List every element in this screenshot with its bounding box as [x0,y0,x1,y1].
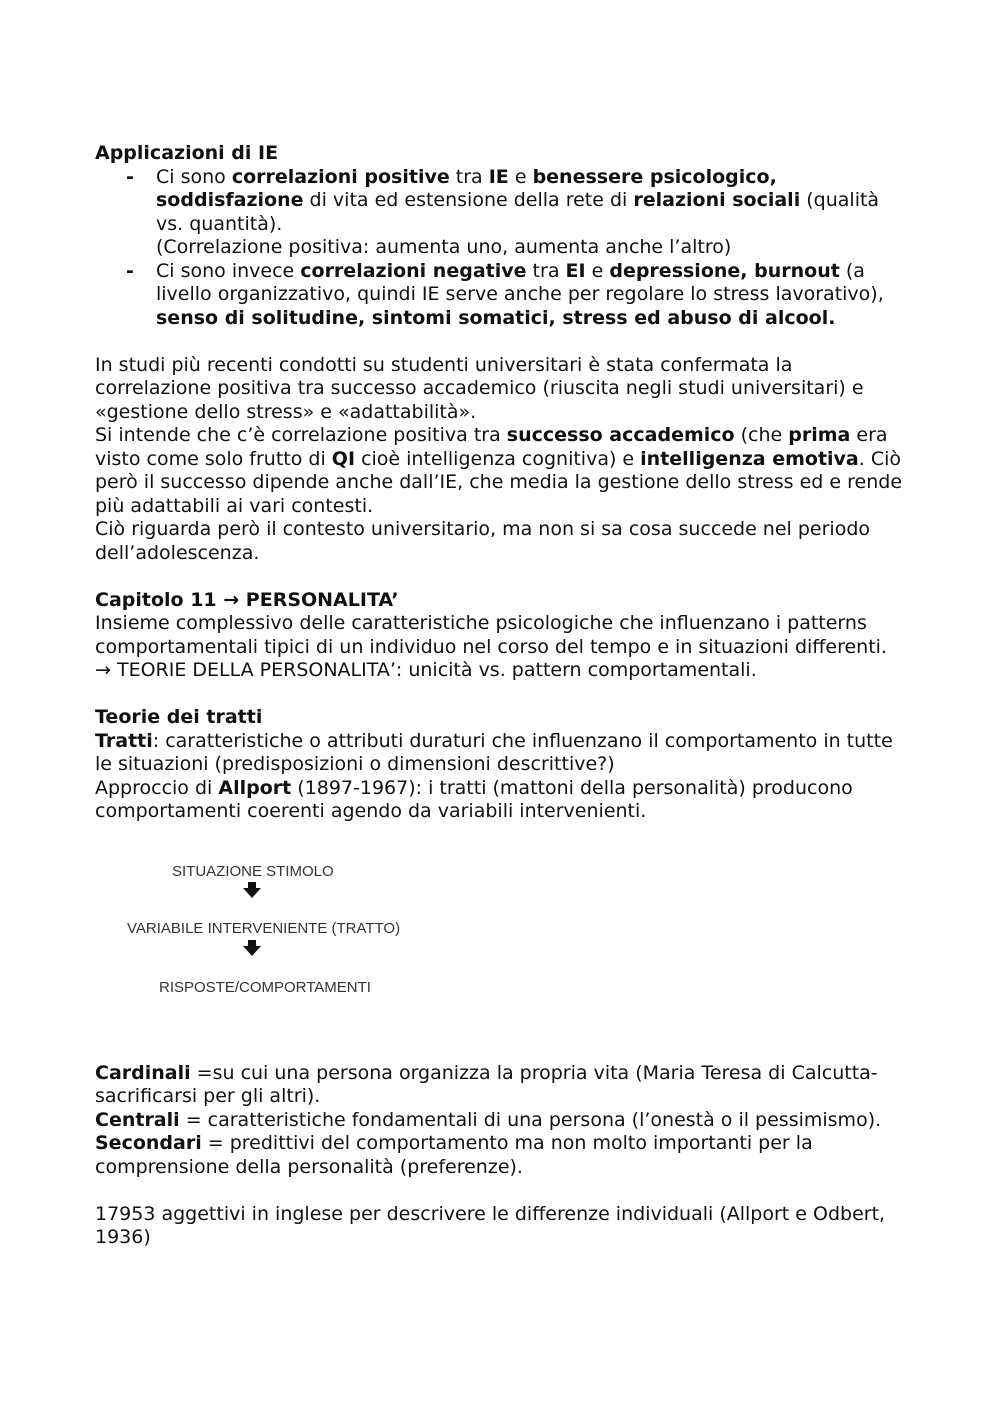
text-run: Ci sono invece [156,259,301,282]
heading-teorie-tratti: Teorie dei tratti [95,706,263,728]
text-run: (che [734,424,789,446]
text-run: e [508,165,533,188]
bold-run: benessere psicologico, soddisfazione [156,165,777,211]
bold-run: intelligenza emotiva [640,447,859,470]
paragraph-university-context: Ciò riguarda però il contesto universitario, ma non si sa cosa succede nel periodo dell’adolescenza. [95,518,871,564]
text-run: tra [449,165,489,188]
bullet-text [156,166,910,237]
bullet-dash: - [126,165,134,188]
arrow-right-icon: → [95,659,111,681]
heading-text: Capitolo 11 [95,588,224,611]
text-run: e [585,259,610,282]
paragraph-gap [95,565,910,589]
text-run: Ci sono [156,165,232,188]
paragraph-academic-success [95,424,910,518]
text-run: =su cui una persona organizza la propria vita (Maria Teresa di Calcutta-sacrificarsi per gli altri). [95,1061,878,1107]
text-run: TEORIE DELLA PERSONALITA’: unicità vs. pattern comportamentali. [110,659,757,681]
paragraph-gap [95,683,910,707]
bold-run: Tratti [95,729,153,752]
bold-run: Centrali [95,1108,180,1131]
heading-text: PERSONALITA’ [239,588,399,611]
bold-run: relazioni sociali [633,189,801,211]
text-run: = caratteristiche fondamentali di una persona (l’onestà o il pessimismo). [179,1108,882,1131]
paragraph-secondari [95,1132,910,1179]
paragraph-tratti [95,730,910,777]
text-run: di vita ed estensione della rete di [303,189,634,211]
text-run: : caratteristiche o attributi duraturi che influenzano il comportamento in tutte le situazioni (predisposizioni o dimensioni descrittive?) [95,729,893,775]
text-run: tra [526,259,566,282]
bold-run: IE [488,165,509,188]
text-run: . Ciò però il successo dipende anche dall’IE, che media la gestione dello stress ed e rende più adattabili ai vari contesti. [95,447,903,517]
bold-run: correlazioni negative [300,259,527,282]
paragraph-allport [95,777,910,824]
paragraph-personality-definition: Insieme complessivo delle caratteristiche psicologiche che influenzano i patterns comportamentali tipici di un individuo nel corso del tempo e in situazioni differenti. [95,612,887,658]
bold-run: Cardinali [95,1061,191,1084]
text-run: Si intende che c’è correlazione positiva tra [95,424,507,446]
trait-flow-diagram [95,860,910,1040]
bold-run: successo accademico [506,424,735,446]
page-content [95,142,910,1250]
heading-capitolo-11 [95,589,910,613]
bullet-item-positive-correlations [95,166,910,260]
bold-run: correlazioni positive [231,165,450,188]
bullet-note: (Correlazione positiva: aumenta uno, aumenta anche l’altro) [156,236,732,258]
paragraph-centrali [95,1109,910,1133]
text-run: = predittivi del comportamento ma non molto importanti per la comprensione della personalità (preferenze). [95,1132,813,1178]
bullet-item-negative-correlations [95,260,910,331]
text-run: (a livello organizzativo, quindi IE serve anche per regolare lo stress lavorativo), [156,259,884,305]
paragraph-personality-theories [95,659,910,683]
heading-applicazioni-ie: Applicazioni di IE [95,142,279,164]
bullet-dash: - [126,259,134,282]
bold-run: Secondari [95,1132,202,1154]
text-run: cioè intelligenza cognitiva) e [355,447,641,470]
diagram-step-trait: VARIABILE INTERVENIENTE (TRATTO) [127,919,401,937]
bold-run: EI [565,259,586,282]
bold-run: Allport [218,776,292,799]
diagram-step-stimulus: SITUAZIONE STIMOLO [172,862,334,880]
paragraph-recent-studies: In studi più recenti condotti su studenti universitari è stata confermata la correlazione positiva tra successo accademico (riuscita negli studi universitari) e «gestione dello stress» e «adattabilità». [95,353,864,423]
bold-run: prima [788,424,851,446]
diagram-step-responses: RISPOSTE/COMPORTAMENTI [159,978,371,996]
arrow-right-icon: → [223,588,240,611]
text-run: Approccio di [95,776,219,799]
bold-run: QI [331,447,356,470]
bold-run: depressione, burnout [609,259,840,282]
paragraph-gap [95,1179,910,1203]
text-run: (1897-1967): i tratti (mattoni della personalità) producono comportamenti coerenti agendo da variabili intervenienti. [95,776,853,822]
bold-run: senso di solitudine, sintomi somatici, stress ed abuso di alcool. [156,306,836,329]
text-run: (qualità vs. quantità). [156,189,880,235]
paragraph-gap [95,330,910,354]
bullet-text [156,260,910,331]
paragraph-allport-odbert: 17953 aggettivi in inglese per descrivere le differenze individuali (Allport e Odbert, 1936) [95,1202,886,1248]
paragraph-cardinali [95,1062,910,1109]
text-run: era visto come solo frutto di [95,424,888,470]
